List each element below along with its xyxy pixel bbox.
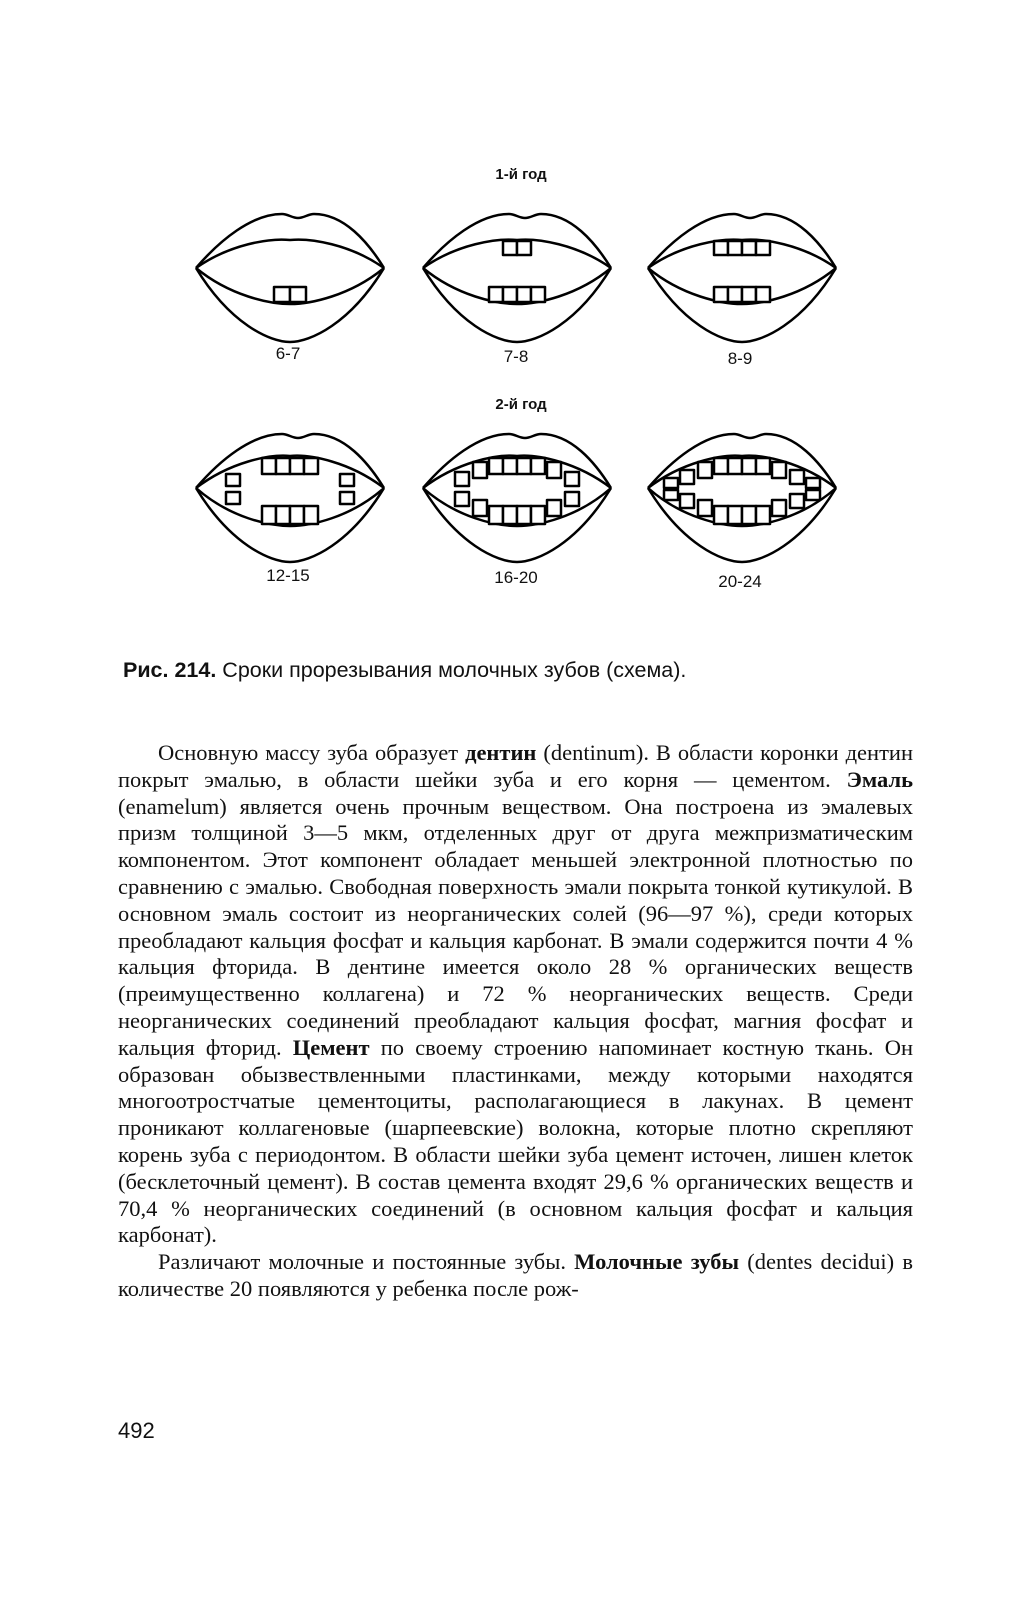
paragraph-1	[118, 740, 913, 1249]
figure-caption-text: Сроки прорезывания молочных зубов (схема).	[216, 658, 687, 682]
age-label-8-9: 8-9	[727, 349, 753, 368]
figure-number: Рис. 214.	[123, 658, 217, 682]
mouth-diagram-12-15	[190, 420, 390, 570]
paragraph-1-text: (enamelum) является очень прочным веществом. Она построена из эмалевых призм толщиной 3—5 мкм, отделенных друг от друга межпризматическим компонентом. Этот компонент обладает меньшей электронной плотностью по сравнению с эмалью. Свободная поверхность эмали покрыта тонкой кутикулой. В основном эмаль состоит из неорганических солей (96—97 %), среди которых преобладают кальция фосфат и кальция карбонат. В эмали содержится почти 4 % кальция фторида. В дентине имеется около 28 % органических веществ (преимущественно коллагена) и 72 % неорганических веществ. Среди неорганических соединений преобладают кальция фосфат, магния фосфат и кальция фторид.	[118, 793, 913, 1060]
term-enamel: Эмаль	[846, 766, 913, 792]
year-2-label: 2-й год	[495, 396, 547, 413]
mouth-diagram-6-7	[190, 200, 390, 350]
paragraph-2-text: (dentes decidui) в количестве 20 появляются у ребенка после рож-	[118, 1249, 913, 1301]
mouth-diagram-16-20	[417, 420, 617, 570]
body-text	[118, 740, 913, 1303]
age-label-16-20: 16-20	[494, 568, 538, 587]
age-label-12-15: 12-15	[266, 566, 310, 585]
age-label-20-24: 20-24	[718, 572, 762, 591]
mouth-diagram-20-24	[642, 420, 842, 570]
mouth-diagram-7-8	[417, 200, 617, 350]
paragraph-2-text: Различают молочные и постоянные зубы.	[158, 1249, 575, 1275]
paragraph-1-text: (dentinum). В области коронки дентин покрыт эмалью, в области шейки зуба и его корня — цементом.	[118, 740, 913, 792]
age-label-6-7: 6-7	[275, 344, 301, 363]
term-dentin: дентин	[465, 740, 537, 765]
paragraph-1-text: по своему строению напоминает костную ткань. Он образован обызвествленными пластинками, между которыми находятся многоотростчатые цементоциты, располагающиеся в лакунах. В цемент проникают коллагеновые (шарпеевские) волокна, которые плотно скрепляют корень зуба с периодонтом. В области шейки зуба цемент источен, лишен клеток (бесклеточный цемент). В состав цемента входят 29,6 % органических веществ и 70,4 % неорганических соединений (в основном кальция фосфат и кальция карбонат).	[118, 1034, 913, 1248]
paragraph-2	[118, 1249, 913, 1303]
age-label-7-8: 7-8	[503, 347, 529, 366]
page-number: 492	[118, 1418, 155, 1443]
paragraph-1-text: Основную массу зуба образует	[158, 740, 466, 765]
term-deciduous-teeth: Молочные зубы	[574, 1249, 740, 1275]
mouth-diagram-8-9	[642, 200, 842, 350]
year-1-label: 1-й год	[495, 166, 547, 183]
term-cement: Цемент	[292, 1034, 370, 1060]
figure-caption	[123, 658, 686, 683]
